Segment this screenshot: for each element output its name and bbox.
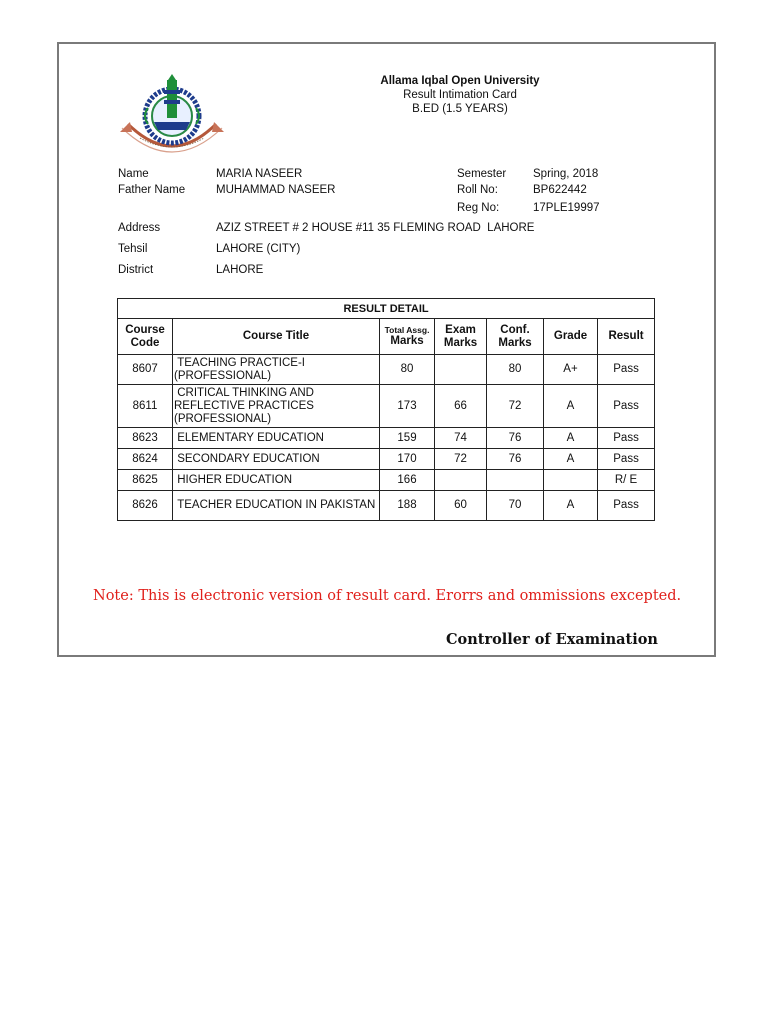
- result-status: Pass: [598, 491, 655, 521]
- course-code: 8611: [118, 385, 173, 428]
- course-code: 8625: [118, 470, 173, 491]
- exam-marks: [435, 470, 487, 491]
- assignment-marks: 188: [380, 491, 435, 521]
- course-code: 8624: [118, 449, 173, 470]
- table-row: [118, 428, 655, 449]
- assignment-marks: 159: [380, 428, 435, 449]
- exam-marks: 74: [435, 428, 487, 449]
- header-course-code: Course Code: [118, 319, 173, 355]
- header-conf-marks: Conf. Marks: [487, 319, 544, 355]
- course-title: CRITICAL THINKING AND REFLECTIVE PRACTICES (PROFESSIONAL): [173, 385, 380, 428]
- grade: A: [544, 449, 598, 470]
- assignment-marks: 173: [380, 385, 435, 428]
- tehsil-value: LAHORE (CITY): [216, 243, 301, 255]
- conf-marks: 70: [487, 491, 544, 521]
- header-assignment-marks: Total Assg. Marks: [380, 319, 435, 355]
- exam-marks: 72: [435, 449, 487, 470]
- assignment-marks: 166: [380, 470, 435, 491]
- roll-no-label: Roll No:: [457, 184, 498, 196]
- district-label: District: [118, 264, 154, 276]
- grade: A+: [544, 355, 598, 385]
- header-exam-marks: Exam Marks: [435, 319, 487, 355]
- card-header: [300, 74, 620, 116]
- table-row: [118, 449, 655, 470]
- course-title: SECONDARY EDUCATION: [173, 449, 380, 470]
- result-status: Pass: [598, 428, 655, 449]
- result-status: R/ E: [598, 470, 655, 491]
- header-course-title: Course Title: [173, 319, 380, 355]
- course-title: TEACHING PRACTICE-I (PROFESSIONAL): [173, 355, 380, 385]
- conf-marks: 76: [487, 449, 544, 470]
- reg-no-label: Reg No:: [457, 202, 500, 214]
- student-name: MARIA NASEER: [216, 168, 303, 180]
- father-name-label: Father Name: [118, 184, 186, 196]
- result-status: Pass: [598, 355, 655, 385]
- table-row: [118, 470, 655, 491]
- exam-marks: 66: [435, 385, 487, 428]
- conf-marks: 76: [487, 428, 544, 449]
- university-crest-icon: [118, 72, 226, 158]
- reg-no-value: 17PLE19997: [533, 202, 600, 214]
- table-row: [118, 385, 655, 428]
- father-name: MUHAMMAD NASEER: [216, 184, 336, 196]
- header-grade: Grade: [544, 319, 598, 355]
- table-row: [118, 355, 655, 385]
- course-title: TEACHER EDUCATION IN PAKISTAN: [173, 491, 380, 521]
- result-status: Pass: [598, 385, 655, 428]
- semester-value: Spring, 2018: [533, 168, 599, 180]
- table-row: [118, 491, 655, 521]
- course-code: 8623: [118, 428, 173, 449]
- result-table: [117, 298, 655, 521]
- course-code: 8607: [118, 355, 173, 385]
- address-label: Address: [118, 222, 161, 234]
- card-title: Result Intimation Card: [403, 89, 517, 101]
- conf-marks: [487, 470, 544, 491]
- district-value: LAHORE: [216, 264, 264, 276]
- grade: A: [544, 428, 598, 449]
- exam-marks: [435, 355, 487, 385]
- result-detail-title: RESULT DETAIL: [118, 299, 655, 319]
- assignment-marks: 170: [380, 449, 435, 470]
- course-title: HIGHER EDUCATION: [173, 470, 380, 491]
- course-title: ELEMENTARY EDUCATION: [173, 428, 380, 449]
- conf-marks: 80: [487, 355, 544, 385]
- roll-no-value: BP622442: [533, 184, 587, 196]
- grade: A: [544, 385, 598, 428]
- name-label: Name: [118, 168, 149, 180]
- university-name: Allama Iqbal Open University: [380, 75, 540, 87]
- grade: A: [544, 491, 598, 521]
- semester-label: Semester: [457, 168, 507, 180]
- program-name: B.ED (1.5 YEARS): [412, 103, 508, 115]
- address-value: AZIZ STREET # 2 HOUSE #11 35 FLEMING ROAD LAHORE: [216, 222, 535, 234]
- conf-marks: 72: [487, 385, 544, 428]
- assignment-marks: 80: [380, 355, 435, 385]
- result-status: Pass: [598, 449, 655, 470]
- grade: [544, 470, 598, 491]
- table-header-row: [118, 319, 655, 355]
- course-code: 8626: [118, 491, 173, 521]
- disclaimer-note: Note: This is electronic version of result card. Erorrs and ommissions excepted.: [93, 588, 682, 604]
- tehsil-label: Tehsil: [118, 243, 148, 255]
- exam-marks: 60: [435, 491, 487, 521]
- controller-signature: Controller of Examination: [446, 631, 658, 648]
- header-result: Result: [598, 319, 655, 355]
